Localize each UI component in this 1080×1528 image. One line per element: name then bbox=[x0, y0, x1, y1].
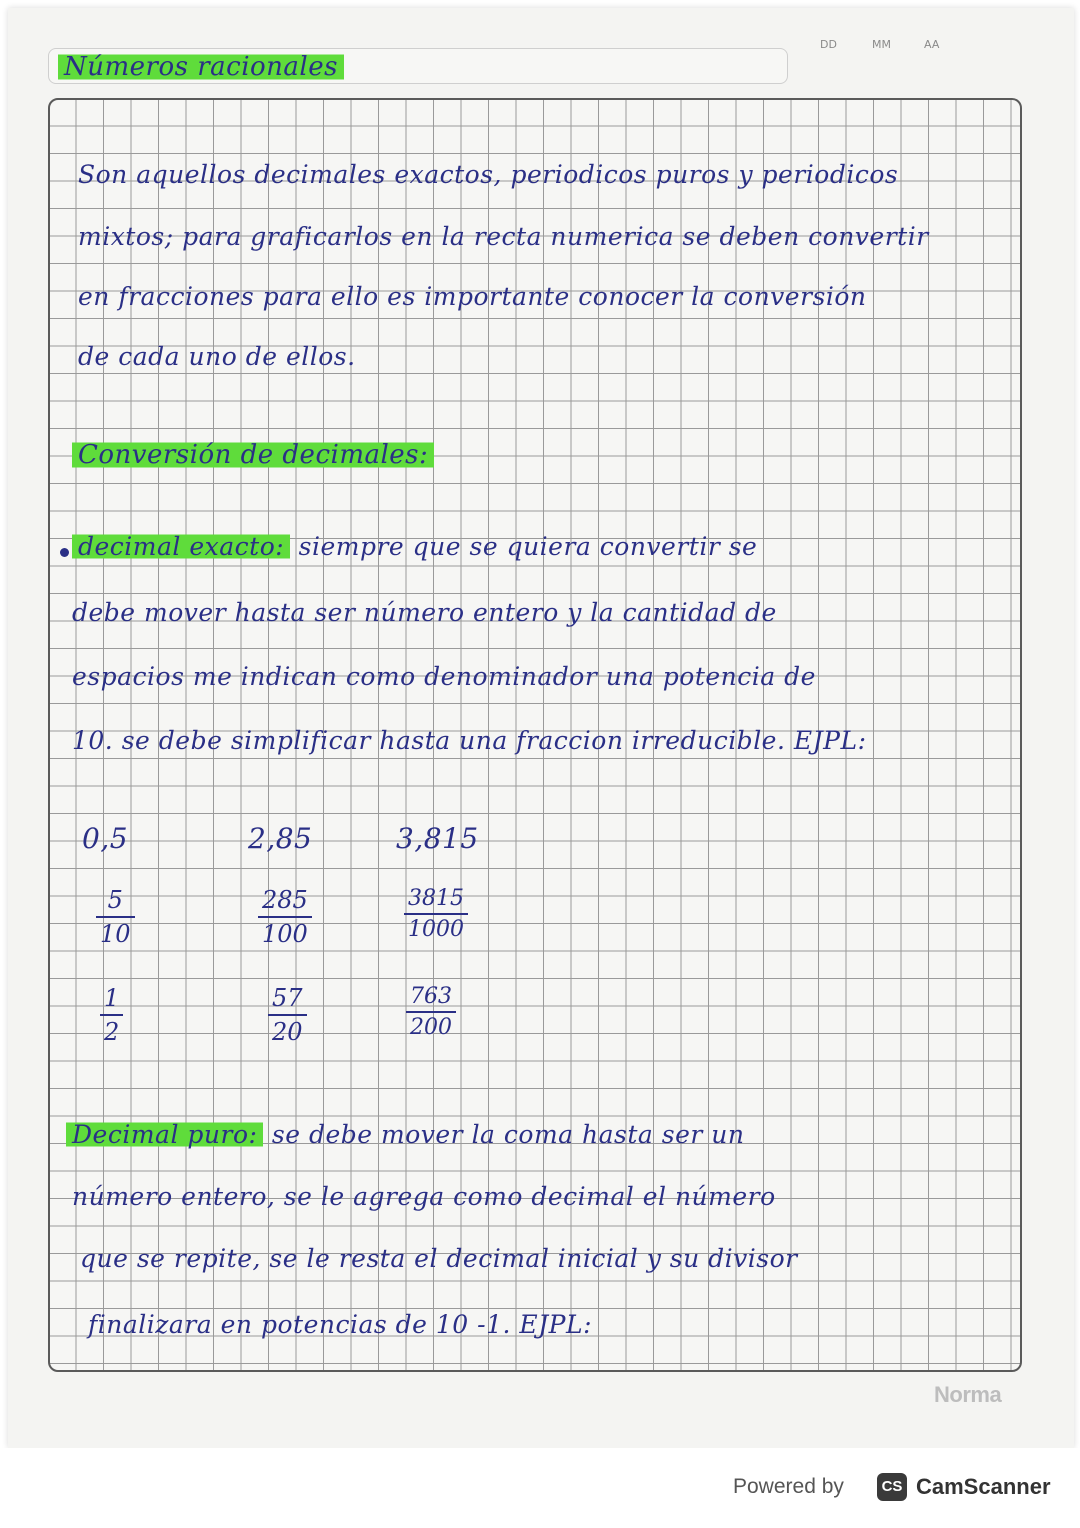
example-decimal-3: 3,815 bbox=[396, 822, 479, 855]
camscanner-name: CamScanner bbox=[916, 1474, 1051, 1499]
date-year-label: AA bbox=[924, 38, 940, 51]
intro-line-2: mixtos; para graficarlos en la recta numerica se deben convertir bbox=[78, 222, 929, 251]
intro-line-4: de cada uno de ellos. bbox=[78, 342, 356, 371]
exact-line-1 bbox=[72, 532, 757, 561]
pure-line-3: que se repite, se le resta el decimal inicial y su divisor bbox=[80, 1244, 798, 1273]
date-month-label: MM bbox=[872, 38, 891, 51]
example-1-step-2: 1 2 bbox=[100, 984, 123, 1046]
pure-text-1: se debe mover la coma hasta ser un bbox=[271, 1120, 745, 1149]
intro-line-3: en fracciones para ello es importante conocer la conversión bbox=[78, 282, 867, 311]
example-decimal-2: 2,85 bbox=[248, 822, 313, 855]
exact-line-4: 10. se debe simplificar hasta una fraccion irreducible. EJPL: bbox=[72, 726, 867, 755]
pure-line-1 bbox=[66, 1120, 744, 1149]
camscanner-logo-icon: CS bbox=[877, 1473, 907, 1501]
page-title: Números racionales bbox=[58, 52, 344, 82]
date-field bbox=[800, 32, 1020, 62]
norma-logo: Norma bbox=[934, 1382, 1002, 1407]
exact-text-1: siempre que se quiera convertir se bbox=[298, 532, 758, 561]
exact-line-3: espacios me indican como denominador una potencia de bbox=[72, 662, 816, 691]
example-3-step-2: 763 200 bbox=[406, 984, 456, 1040]
example-decimal-1: 0,5 bbox=[82, 822, 129, 855]
example-2-step-1: 285 100 bbox=[258, 886, 312, 948]
intro-line-1: Son aquellos decimales exactos, periodicos puros y periodicos bbox=[78, 160, 899, 189]
example-2-step-2: 57 20 bbox=[268, 984, 307, 1046]
exact-term: decimal exacto: bbox=[72, 532, 290, 561]
powered-by-label: Powered by bbox=[733, 1475, 844, 1498]
example-3-step-1: 3815 1000 bbox=[404, 886, 468, 942]
pure-line-4: finalizara en potencias de 10 -1. EJPL: bbox=[88, 1310, 593, 1339]
pure-term: Decimal puro: bbox=[66, 1120, 263, 1149]
example-1-step-1: 5 10 bbox=[96, 886, 135, 948]
date-day-label: DD bbox=[820, 38, 837, 51]
pure-line-2: número entero, se le agrega como decimal el número bbox=[72, 1182, 776, 1211]
exact-line-2: debe mover hasta ser número entero y la cantidad de bbox=[72, 598, 777, 627]
section-title: Conversión de decimales: bbox=[72, 440, 434, 470]
bullet-exact bbox=[60, 548, 69, 557]
